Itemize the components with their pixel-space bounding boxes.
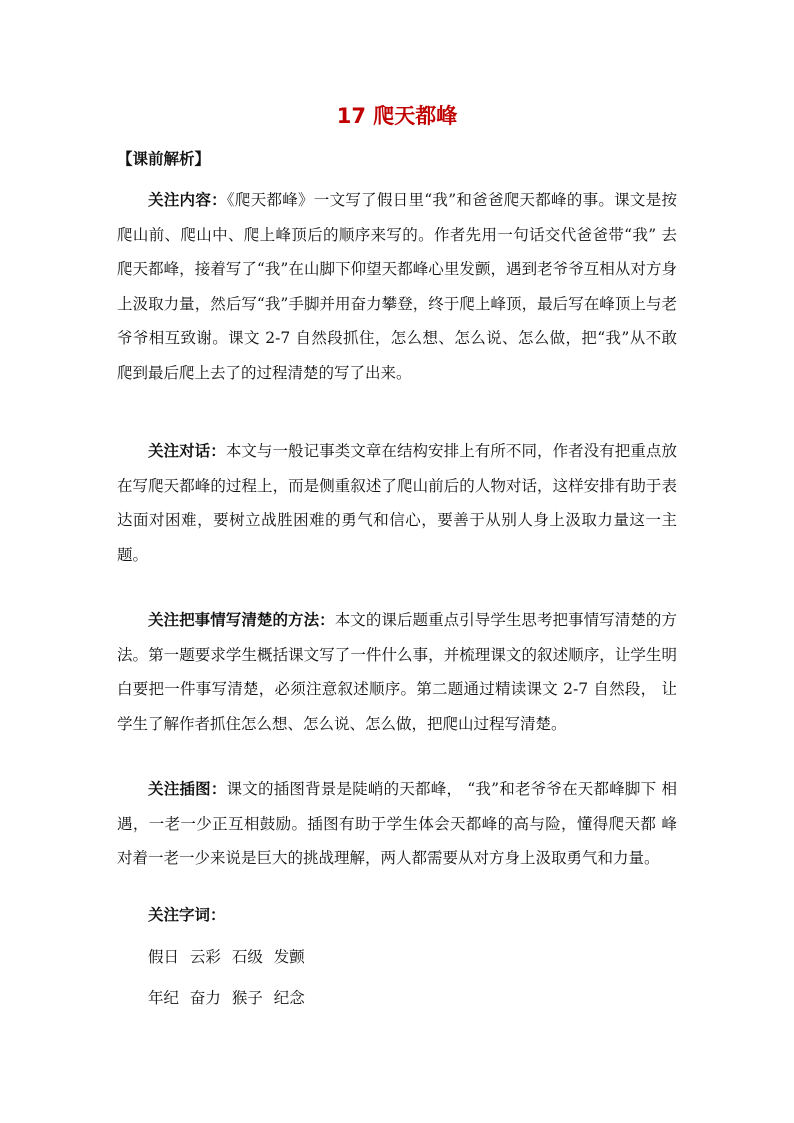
section-heading: 【课前解析】 — [117, 149, 211, 168]
words-heading: 关注字词： — [148, 905, 226, 924]
paragraph-text: 课文的插图背景是陡峭的天都峰， “我”和老爷爷在天都峰脚下 相遇，一老一少正互相鼓励。插图有助于学生体会天都峰的高与险，懂得爬天都 峰对着一老一少来说是巨大的挑战理解，两人都需要从对方身上汲取勇气和力量。 — [117, 780, 677, 868]
paragraph-method — [117, 603, 677, 741]
paragraph-text: 本文的课后题重点引导学生思考把事情写清楚的方法。第一题要求学生概括课文写了一件什么事，并梳理课文的叙述顺序，让学生明白要把一件事写清楚，必须注意叙述顺序。第二题通过精读课文 2-7 自然段， 让学生了解作者抓住怎么想、怎么说、怎么做，把爬山过程写清楚。 — [117, 611, 677, 733]
paragraph-label: 关注内容： — [148, 190, 227, 209]
document-title: 17 爬天都峰 — [336, 104, 458, 128]
paragraph-label: 关注把事情写清楚的方法： — [148, 610, 335, 629]
paragraph-text: 《爬天都峰》一文写了假日里“我”和爸爸爬天都峰的事。课文是按爬山前、爬山中、爬上峰顶后的顺序来写的。作者先用一句话交代爸爸带“我” 去爬天都峰，接着写了“我”在山脚下仰望天都峰心里发颤，遇到老爷爷互相从对方身上汲取力量，然后写“我”手脚并用奋力攀登，终于爬上峰顶，最后写在峰顶上与老爷爷相互致谢。课文 2-7 自然段抓住，怎么想、怎么说、怎么做，把“我”从不敢爬到最后爬上去了的过程清楚的写了出来。 — [117, 191, 677, 382]
paragraph-label: 关注对话： — [148, 441, 226, 460]
paragraph-illustration — [117, 772, 677, 876]
word-list-row: 假日 云彩 石级 发颤 — [148, 948, 305, 966]
paragraph-label: 关注插图： — [148, 779, 227, 798]
paragraph-text: 本文与一般记事类文章在结构安排上有所不同，作者没有把重点放在写爬天都峰的过程上，而是侧重叙述了爬山前后的人物对话，这样安排有助于表达面对困难，要树立战胜困难的勇气和信心，要善于从别人身上汲取力量这一主题。 — [117, 442, 677, 564]
paragraph-dialogue — [117, 434, 677, 572]
paragraph-content — [117, 183, 677, 391]
word-list-row: 年纪 奋力 猴子 纪念 — [148, 989, 305, 1007]
